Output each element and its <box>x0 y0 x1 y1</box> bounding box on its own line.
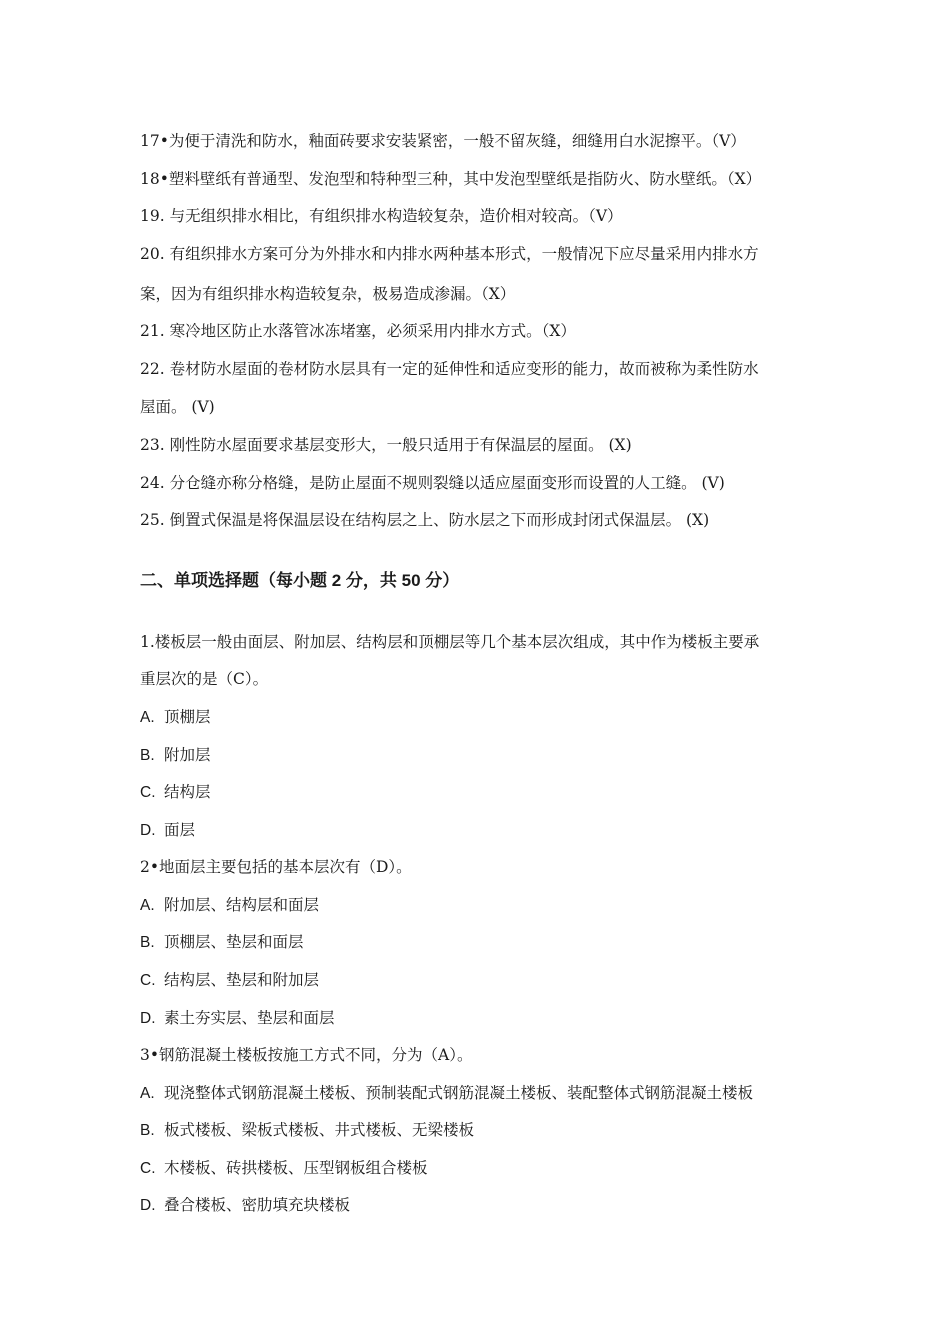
question-1-option-c <box>140 782 830 803</box>
option-key: C. <box>140 784 156 801</box>
option-text: 结构层 <box>164 783 211 801</box>
option-key: B. <box>140 1122 155 1139</box>
option-text: 顶棚层 <box>164 708 211 726</box>
judgment-item-19: 19. 与无组织排水相比，有组织排水构造较复杂，造价相对较高。（V） <box>140 207 623 225</box>
section-title: 二、单项选择题（每小题 2 分，共 50 分） <box>140 571 460 590</box>
question-2-option-b <box>140 932 830 953</box>
question-1-option-d <box>140 820 830 841</box>
judgment-item-18: 18•塑料壁纸有普通型、发泡型和特种型三种，其中发泡型壁纸是指防火、防水壁纸。（X） <box>140 170 762 188</box>
option-text: 素土夯实层、垫层和面层 <box>164 1009 335 1027</box>
question-1-option-b <box>140 745 830 766</box>
option-text: 面层 <box>164 821 196 839</box>
option-key: B. <box>140 934 155 951</box>
option-key: D. <box>140 1010 156 1027</box>
judgment-item-23: 23. 刚性防水屋面要求基层变形大，一般只适用于有保温层的屋面。 (X) <box>140 436 632 454</box>
option-key: A. <box>140 709 155 726</box>
option-key: D. <box>140 822 156 839</box>
question-3-option-a <box>140 1083 830 1104</box>
judgment-item-22-line2: 屋面。 (V) <box>140 398 215 416</box>
question-3-stem: 3•钢筋混凝土楼板按施工方式不同，分为（A）。 <box>140 1046 473 1064</box>
option-key: B. <box>140 747 155 764</box>
option-text: 附加层 <box>164 746 211 764</box>
judgment-item-21: 21. 寒冷地区防止水落管冰冻堵塞，必须采用内排水方式。（X） <box>140 322 576 340</box>
option-key: A. <box>140 897 155 914</box>
judgment-item-20-line2: 案，因为有组织排水构造较复杂，极易造成渗漏。（X） <box>140 285 516 303</box>
question-2-option-d <box>140 1008 830 1029</box>
question-3-option-c <box>140 1158 830 1179</box>
option-text: 现浇整体式钢筋混凝土楼板、预制装配式钢筋混凝土楼板、装配整体式钢筋混凝土楼板 <box>164 1084 754 1102</box>
judgment-item-22-line1: 22. 卷材防水屋面的卷材防水层具有一定的延伸性和适应变形的能力，故而被称为柔性防水 <box>140 360 759 378</box>
option-key: C. <box>140 1160 156 1177</box>
judgment-item-24: 24. 分仓缝亦称分格缝，是防止屋面不规则裂缝以适应屋面变形而设置的人工缝。 (V) <box>140 474 725 492</box>
question-1-option-a <box>140 707 830 728</box>
judgment-item-20-line1: 20. 有组织排水方案可分为外排水和内排水两种基本形式，一般情况下应尽量采用内排水方 <box>140 245 759 263</box>
option-text: 板式楼板、梁板式楼板、井式楼板、无梁楼板 <box>164 1121 475 1139</box>
option-key: D. <box>140 1197 156 1214</box>
question-3-option-b <box>140 1120 830 1141</box>
question-3-option-d <box>140 1195 830 1216</box>
question-1-stem-line1: 1.楼板层一般由面层、附加层、结构层和顶棚层等几个基本层次组成，其中作为楼板主要承 <box>140 633 760 651</box>
question-2-stem: 2•地面层主要包括的基本层次有（D）。 <box>140 858 412 876</box>
option-key: A. <box>140 1085 155 1102</box>
option-text: 顶棚层、垫层和面层 <box>164 933 304 951</box>
question-2-option-a <box>140 895 830 916</box>
option-key: C. <box>140 972 156 989</box>
option-text: 叠合楼板、密肋填充块楼板 <box>164 1196 351 1214</box>
question-1-stem-line2: 重层次的是（C）。 <box>140 670 269 688</box>
question-2-option-c <box>140 970 830 991</box>
option-text: 木楼板、砖拱楼板、压型钢板组合楼板 <box>164 1159 428 1177</box>
judgment-item-17: 17•为便于清洗和防水，釉面砖要求安装紧密，一般不留灰缝，细缝用白水泥擦平。（V） <box>140 132 746 150</box>
option-text: 附加层、结构层和面层 <box>164 896 320 914</box>
option-text: 结构层、垫层和附加层 <box>164 971 320 989</box>
judgment-item-25: 25. 倒置式保温是将保温层设在结构层之上、防水层之下而形成封闭式保温层。 (X) <box>140 511 710 529</box>
